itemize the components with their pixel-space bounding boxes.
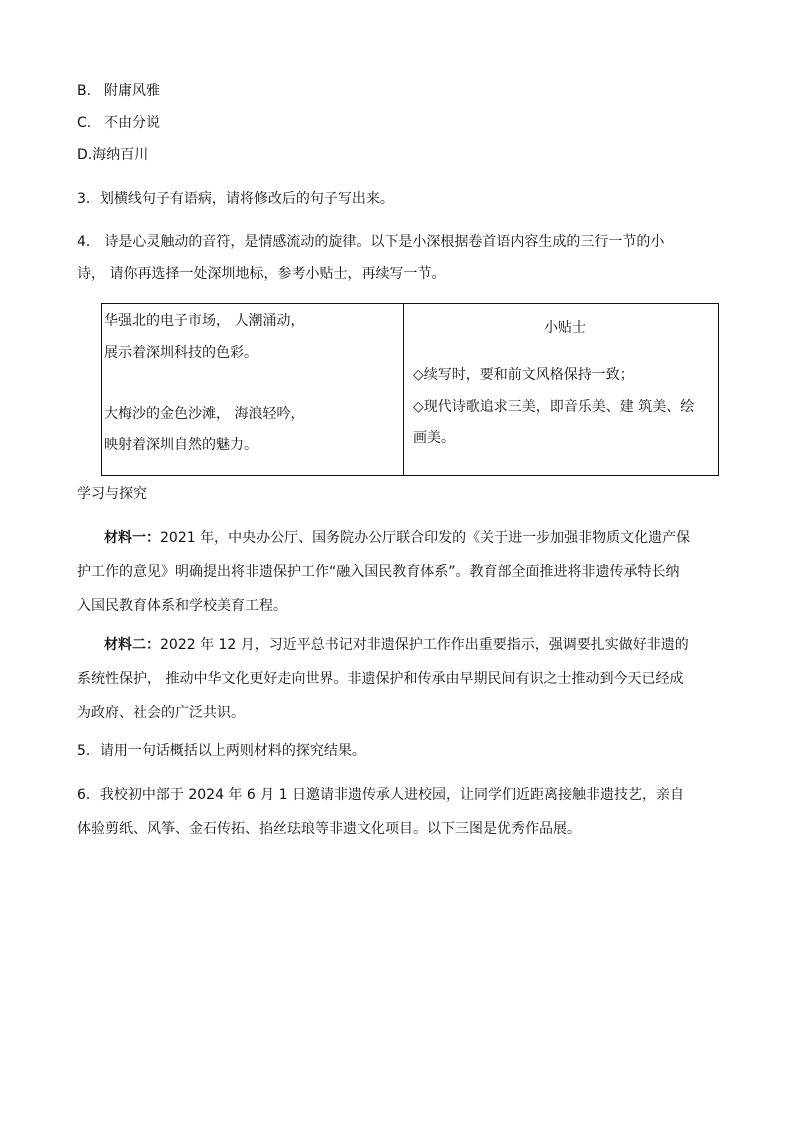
- option-letter: C.: [77, 115, 92, 131]
- question-4-line-1: 4． 诗是心灵触动的音符，是情感流动的旋律。以下是小深根据卷首语内容生成的三行一节的小: [77, 234, 665, 250]
- material-text: 系统性保护， 推动中华文化更好走向世界。非遗保护和传承由早期民间有识之士推动到今天已经成: [77, 671, 684, 687]
- option-c: [77, 113, 160, 133]
- material-text: 入国民教育体系和学校美育工程。: [77, 598, 287, 614]
- poem-line: 展示着深圳科技的色彩。: [104, 345, 258, 361]
- poem-line: 大梅沙的金色沙滩， 海浪轻吟，: [104, 406, 305, 422]
- material-text: 2021 年，中央办公厅、国务院办公厅联合印发的《关于进一步加强非物质文化遗产保: [160, 530, 691, 546]
- option-text: 不由分说: [104, 115, 160, 131]
- material-2: [77, 628, 717, 730]
- tips-title: 小贴士: [544, 320, 586, 336]
- poem-line: 华强北的电子市场， 人潮涌动，: [104, 313, 305, 329]
- material-text: 2022 年 12 月，习近平总书记对非遗保护工作作出重要指示，强调要扎实做好非遗的: [160, 637, 689, 653]
- question-4-line-2: 诗， 请你再选择一处深圳地标，参考小贴士，再续写一节。: [77, 266, 446, 282]
- material-text: 为政府、社会的广泛共识。: [77, 705, 245, 721]
- question-5: 5．请用一句话概括以上两则材料的探究结果。: [77, 743, 366, 759]
- poem-line: 映射着深圳自然的魅力。: [104, 437, 258, 453]
- question-3: 3．划横线句子有语病，请将修改后的句子写出来。: [77, 191, 394, 207]
- option-text: 海纳百川: [92, 147, 149, 163]
- question-6: [77, 778, 717, 846]
- option-letter: D.: [77, 147, 93, 163]
- option-letter: B.: [77, 83, 92, 99]
- tips-line: 画美。: [413, 430, 455, 446]
- question-6-line: 体验剪纸、风筝、金石传拓、掐丝珐琅等非遗文化项目。以下三图是优秀作品展。: [77, 821, 581, 837]
- option-d: [77, 145, 148, 165]
- material-label: 材料一：: [104, 530, 160, 546]
- question-6-line: 6．我校初中部于 2024 年 6 月 1 日邀请非遗传承人进校园，让同学们近距离接触非遗技艺，亲自: [77, 787, 685, 803]
- material-text: 护工作的意见》明确提出将非遗保护工作“融入国民教育体系”。教育部全面推进将非遗传承特长纳: [77, 564, 680, 580]
- option-b: [77, 81, 160, 101]
- section-title: 学习与探究: [77, 486, 147, 502]
- tips-line: ◇现代诗歌追求三美，即音乐美、建 筑美、绘: [413, 399, 695, 415]
- material-label: 材料二：: [104, 637, 160, 653]
- tips-line: ◇续写时，要和前文风格保持一致；: [413, 367, 634, 383]
- material-1: [77, 521, 717, 623]
- option-text: 附庸风雅: [104, 83, 160, 99]
